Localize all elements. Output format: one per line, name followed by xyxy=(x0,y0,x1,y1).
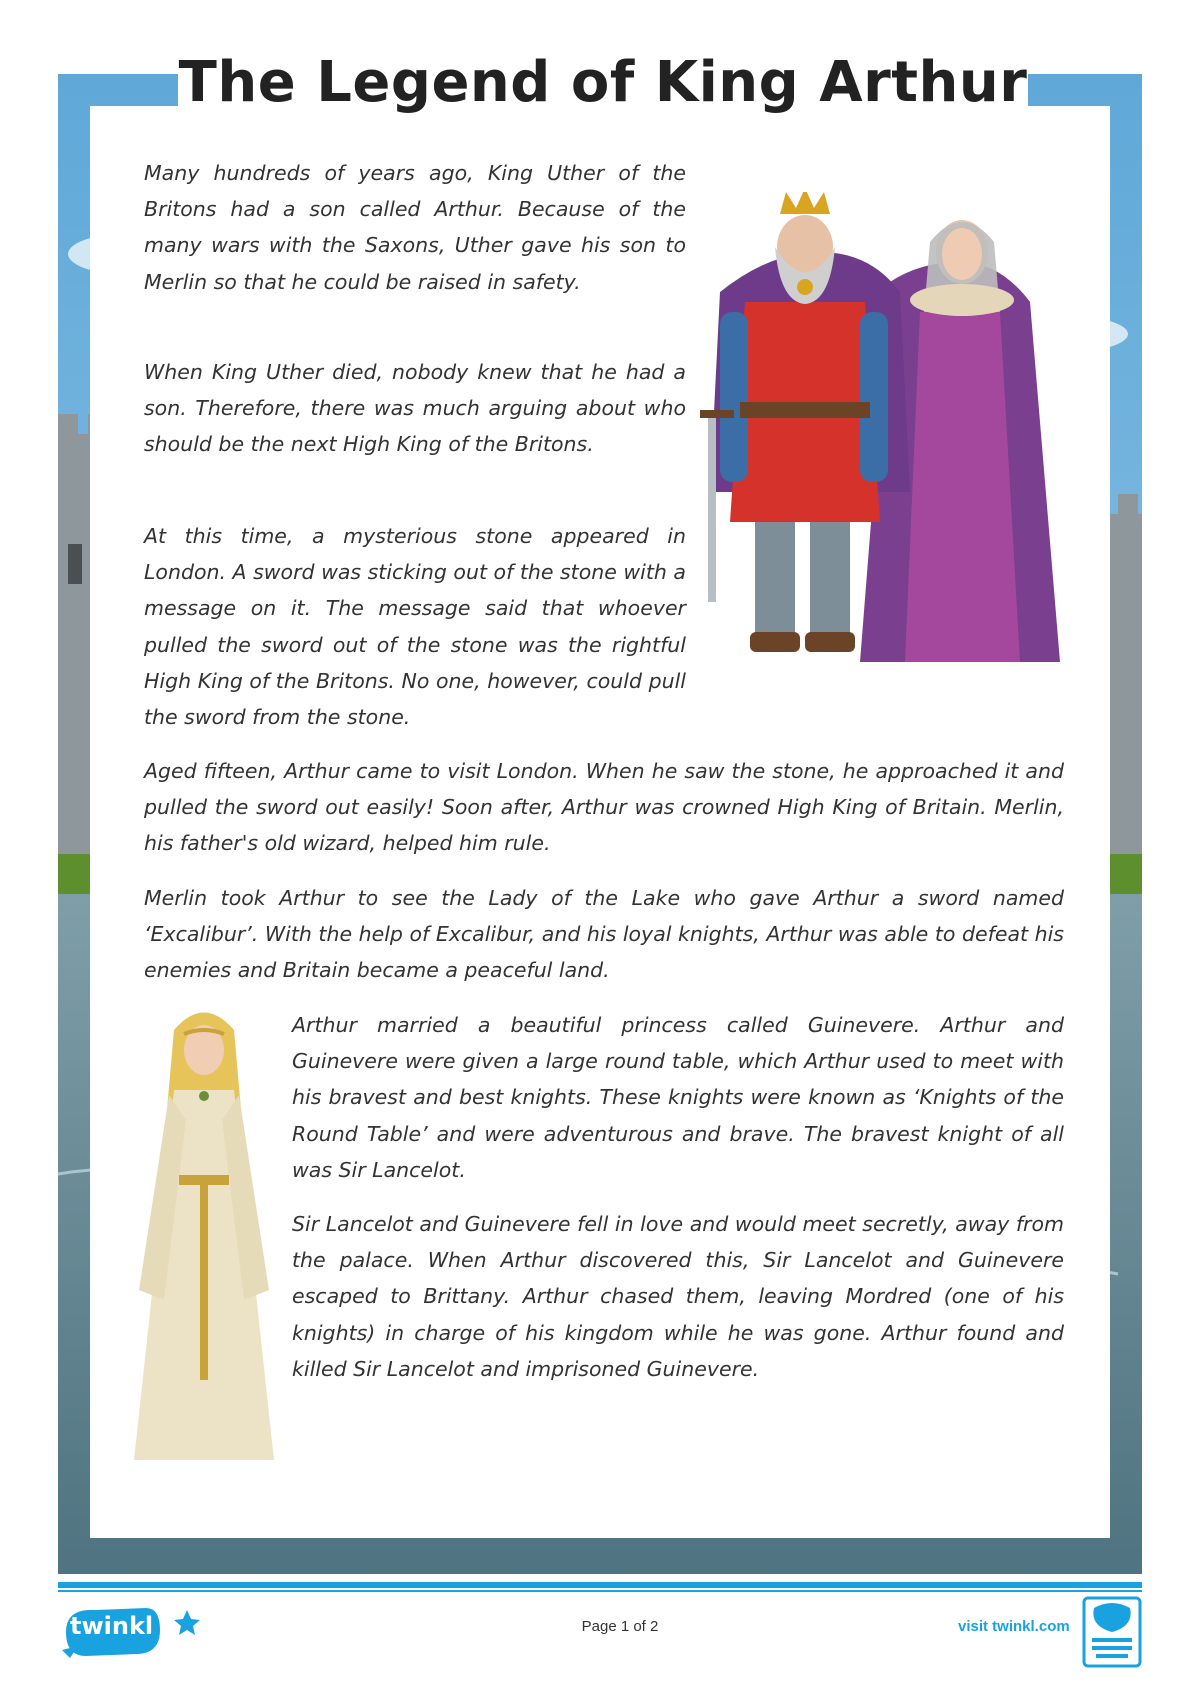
paragraph-stone: At this time, a mysterious stone appeared in London. A sword was sticking out of the stone with a message on it. The message said that whoever pulled the sword out of the stone was the rightful High King of the Britons. No one, however, could pull the sword from the stone. xyxy=(144,524,686,730)
paragraph-sir-lancelot: Sir Lancelot and Guinevere fell in love and would meet secretly, away from the palace. When Arthur discovered this, Sir Lancelot and Guinevere escaped to Brittany. Arthur chased them, leaving Mordred (one of his knights) in charge of his kingdom while he was gone. Arthur found and killed Sir Lancelot and imprisoned Guinevere. xyxy=(292,1212,1064,1381)
star-icon xyxy=(172,1608,202,1638)
paragraph-aged-fifteen: Aged fifteen, Arthur came to visit London. When he saw the stone, he approached it and pulled the sword out easily! Soon after, Arthur was crowned High King of Britain. Merlin, his father's old wizard, helped him rule. xyxy=(144,759,1064,856)
quality-badge-icon xyxy=(1080,1594,1144,1670)
paragraph-guinevere-married: Arthur married a beautiful princess called Guinevere. Arthur and Guinevere were given a large round table, which Arthur used to meet with his bravest and best knights. These knights were known as ‘Knights of the Round Table’ and were adventurous and brave. The bravest knight of all was Sir Lancelot. xyxy=(292,1013,1064,1182)
page-title: The Legend of King Arthur xyxy=(178,48,1028,118)
footer-divider xyxy=(58,1582,1142,1588)
guinevere-illustration xyxy=(124,1000,284,1470)
page-number: Page 1 of 2 xyxy=(581,1618,659,1635)
paragraph-uther-died: When King Uther died, nobody knew that he had a son. Therefore, there was much arguing about who should be the next High King of the Britons. xyxy=(144,360,686,457)
footer-divider-thin xyxy=(58,1590,1142,1592)
paragraph-excalibur: Merlin took Arthur to see the Lady of the Lake who gave Arthur a sword named ‘Excalibur’. With the help of Excalibur, and his loyal knights, Arthur was able to defeat his enemies and Britain became a peaceful land. xyxy=(144,886,1064,983)
visit-twinkl-link[interactable]: visit twinkl.com xyxy=(958,1618,1070,1635)
paragraph-uther-son: Many hundreds of years ago, King Uther of the Britons had a son called Arthur. Because of the many wars with the Saxons, Uther gave his son to Merlin so that he could be raised in safety. xyxy=(144,161,686,294)
twinkl-logo-text: twinkl xyxy=(70,1612,154,1640)
king-and-queen-illustration xyxy=(700,192,1072,690)
